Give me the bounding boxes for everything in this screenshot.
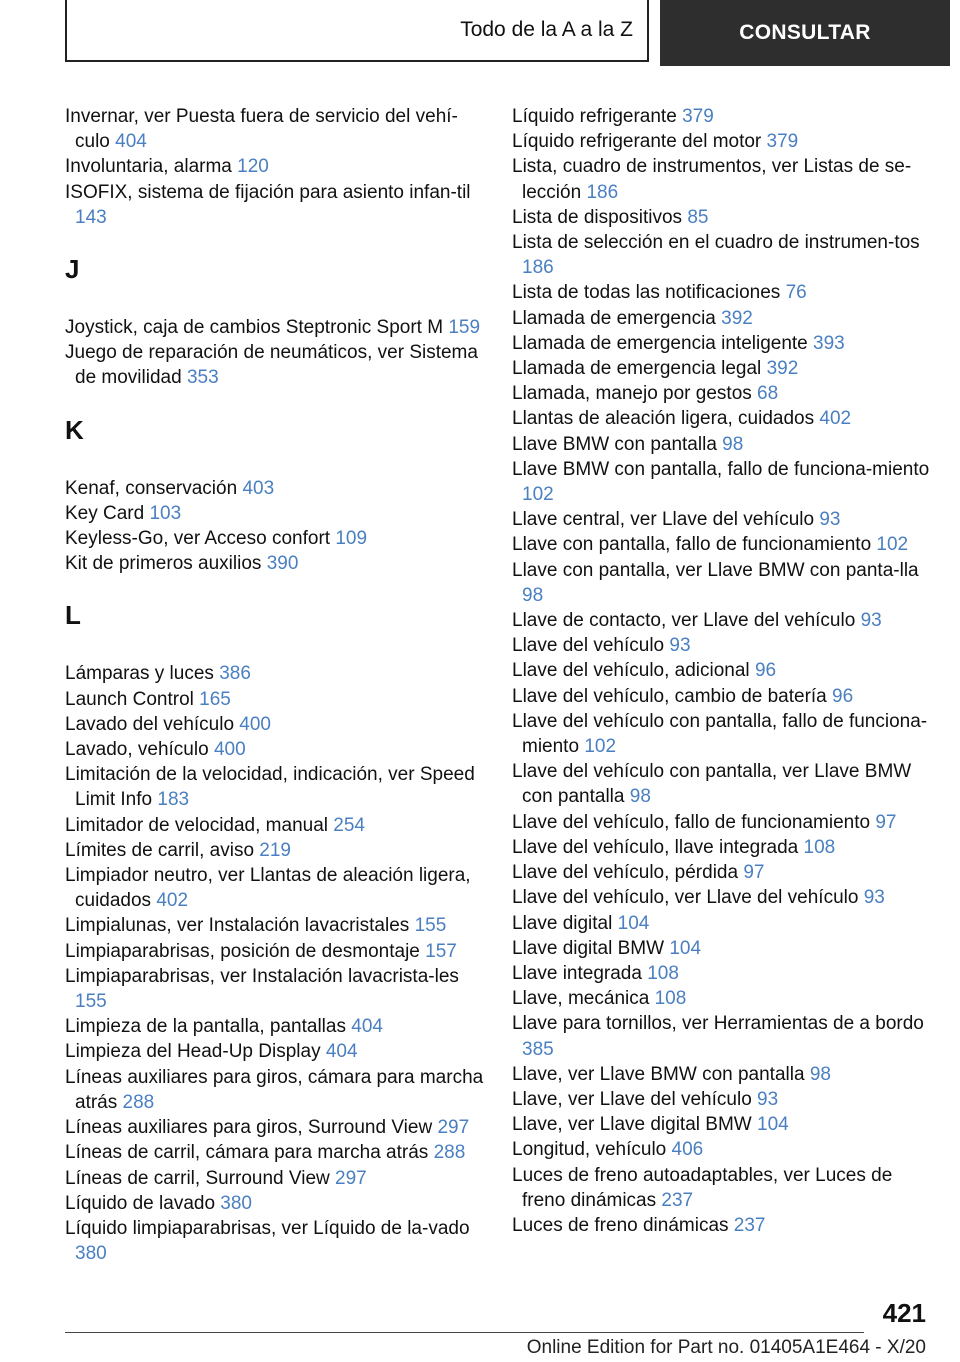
index-entry <box>512 205 932 230</box>
index-entry <box>65 1166 485 1191</box>
index-entry-text: Llave con pantalla, ver Llave BMW con panta‐lla <box>512 559 919 581</box>
page-link[interactable]: 288 <box>122 1091 155 1113</box>
index-entry-text: Juego de reparación de neumáticos, ver Sistema de movilidad <box>65 342 478 389</box>
page-link[interactable]: 93 <box>863 887 885 909</box>
page-link[interactable]: 254 <box>333 814 365 836</box>
page-link[interactable]: 85 <box>687 206 709 228</box>
index-entry-text: Llave, mecánica <box>512 988 650 1010</box>
index-entry <box>65 737 485 762</box>
index-entry <box>512 1213 932 1238</box>
index-column-right <box>512 104 932 1238</box>
index-entry <box>512 810 932 835</box>
index-entry <box>65 661 485 686</box>
page-link[interactable]: 108 <box>803 836 836 858</box>
index-entry-text: Llamada, manejo por gestos <box>512 383 752 405</box>
page-link[interactable]: 404 <box>325 1041 358 1063</box>
page-link[interactable]: 390 <box>266 553 299 575</box>
section-letter: K <box>65 414 84 445</box>
index-entry <box>65 501 485 526</box>
index-entry <box>65 687 485 712</box>
page-link[interactable]: 386 <box>219 663 251 685</box>
index-entry <box>512 507 932 532</box>
index-entry <box>65 104 485 154</box>
tab-index-a-z[interactable] <box>65 0 649 62</box>
page-link[interactable]: 104 <box>669 937 702 959</box>
index-entry <box>65 913 485 938</box>
page-link[interactable]: 297 <box>335 1167 367 1189</box>
index-entry <box>65 1039 485 1064</box>
index-entry <box>512 684 932 709</box>
index-entry <box>65 863 485 913</box>
index-entry-text: Líneas de carril, Surround View <box>65 1167 330 1189</box>
tab-index-label: Todo de la A a la Z <box>460 18 633 41</box>
index-entry <box>65 180 485 230</box>
index-entry <box>512 709 932 759</box>
page-link[interactable]: 76 <box>785 282 807 304</box>
index-entry-text: ISOFIX, sistema de fijación para asiento infan‐til <box>65 181 471 203</box>
page-link[interactable]: 104 <box>757 1114 789 1136</box>
page-link[interactable]: 297 <box>437 1117 470 1139</box>
index-entry <box>512 1163 932 1213</box>
index-entry-text: Limpieza de la pantalla, pantallas <box>65 1016 346 1038</box>
index-entry-text: Llamada de emergencia legal <box>512 358 762 380</box>
page-link[interactable]: 237 <box>733 1214 766 1236</box>
index-entry-text: Keyless-Go, ver Acceso confort <box>65 528 331 550</box>
page-link[interactable]: 385 <box>522 1038 554 1060</box>
index-entry-text: Llave, ver Llave del vehículo <box>512 1088 752 1110</box>
index-entry-text: Llantas de aleación ligera, cuidados <box>512 408 815 430</box>
index-entry-text: Llave del vehículo, ver Llave del vehículo <box>512 887 859 909</box>
index-entry <box>512 280 932 305</box>
page-link[interactable]: 157 <box>425 940 457 962</box>
index-entry <box>512 406 932 431</box>
page-link[interactable]: 98 <box>809 1063 831 1085</box>
page-link[interactable]: 102 <box>522 484 554 506</box>
index-entry <box>512 129 932 154</box>
index-entry <box>65 1065 485 1115</box>
index-entry-text: Líquido de lavado <box>65 1192 216 1214</box>
index-entry-text: Lavado, vehículo <box>65 739 209 761</box>
page-link[interactable]: 392 <box>721 307 753 329</box>
page-link[interactable]: 379 <box>766 131 799 153</box>
index-entry-text: Límites de carril, aviso <box>65 839 255 861</box>
index-entry <box>65 838 485 863</box>
page-link[interactable]: 97 <box>875 811 897 833</box>
page-link[interactable]: 406 <box>671 1139 704 1161</box>
index-entry <box>65 154 485 179</box>
index-entry-text: Launch Control <box>65 688 194 710</box>
index-entry <box>65 476 485 501</box>
page-link[interactable]: 219 <box>259 839 291 861</box>
index-entry <box>65 712 485 737</box>
index-entry <box>65 1115 485 1140</box>
index-entry-text: Lista de selección en el cuadro de instrumen‐tos <box>512 232 920 254</box>
page-link[interactable]: 98 <box>629 786 651 808</box>
index-entry-text: Llave, ver Llave BMW con pantalla <box>512 1063 805 1085</box>
index-entry-text: Llave para tornillos, ver Herramientas de a bordo <box>512 1013 924 1035</box>
index-entry-text: Lavado del vehículo <box>65 713 235 735</box>
page-link[interactable]: 353 <box>186 367 219 389</box>
page-link[interactable]: 68 <box>757 383 779 405</box>
index-entry-text: Lámparas y luces <box>65 663 214 685</box>
section-letter: L <box>65 600 81 631</box>
index-entry-text: Llave del vehículo, pérdida <box>512 862 739 884</box>
page-link[interactable]: 288 <box>433 1142 466 1164</box>
page-link[interactable]: 155 <box>75 991 107 1013</box>
page-link[interactable]: 109 <box>335 528 368 550</box>
index-entry <box>65 526 485 551</box>
index-entry-text: Líquido limpiaparabrisas, ver Líquido de la‐vado <box>65 1217 470 1239</box>
page-link[interactable]: 98 <box>722 433 744 455</box>
index-entry <box>512 331 932 356</box>
index-entry-text: Llave integrada <box>512 962 642 984</box>
index-entry-text: Limpiaparabrisas, posición de desmontaje <box>65 940 420 962</box>
page-link[interactable]: 404 <box>115 131 147 153</box>
index-entry-text: Involuntaria, alarma <box>65 156 232 178</box>
index-column-left <box>65 104 485 1266</box>
index-entry <box>65 939 485 964</box>
index-entry <box>65 813 485 838</box>
page-link[interactable]: 400 <box>213 739 246 761</box>
index-entry-text: Limitación de la velocidad, indicación, ver Speed Limit Info <box>65 764 475 811</box>
index-entry-text: Kenaf, conservación <box>65 477 238 499</box>
index-entry-text: Llave de contacto, ver Llave del vehículo <box>512 610 856 632</box>
index-entry <box>512 1011 932 1061</box>
index-entry-text: Luces de freno dinámicas <box>512 1214 729 1236</box>
page-link[interactable]: 93 <box>757 1088 779 1110</box>
index-entry <box>65 315 485 340</box>
index-entry-text: Llave digital BMW <box>512 937 665 959</box>
page-link[interactable]: 108 <box>647 962 679 984</box>
page-link[interactable]: 103 <box>149 502 182 524</box>
index-entry-text: Llave BMW con pantalla <box>512 433 717 455</box>
page-header <box>0 0 960 66</box>
index-entry <box>512 154 932 204</box>
page-link[interactable]: 108 <box>654 988 687 1010</box>
page-link[interactable]: 186 <box>522 257 554 279</box>
index-entry-text: Llave del vehículo, fallo de funcionamiento <box>512 811 871 833</box>
index-entry-text: Llave central, ver Llave del vehículo <box>512 509 815 531</box>
index-entry <box>512 306 932 331</box>
index-entry <box>512 860 932 885</box>
index-entry-text: Lista de todas las notificaciones <box>512 282 781 304</box>
index-entry-text: Limpieza del Head-Up Display <box>65 1041 321 1063</box>
page-link[interactable]: 393 <box>813 332 845 354</box>
index-entry <box>512 759 932 809</box>
index-entry <box>512 532 932 557</box>
page-link[interactable]: 96 <box>832 685 854 707</box>
index-entry-text: Llave del vehículo <box>512 635 665 657</box>
index-entry-text: Líneas auxiliares para giros, Surround View <box>65 1117 433 1139</box>
index-entry <box>65 1216 485 1266</box>
page-link[interactable]: 120 <box>237 156 269 178</box>
page-link[interactable]: 402 <box>819 408 852 430</box>
index-entry <box>65 340 485 390</box>
index-entry <box>512 104 932 129</box>
index-entry-text: Invernar, ver Puesta fuera de servicio del vehí‐culo <box>65 106 458 153</box>
index-entry-text: Llave del vehículo, cambio de batería <box>512 685 827 707</box>
page-link[interactable]: 402 <box>156 890 189 912</box>
page-link[interactable]: 404 <box>351 1016 383 1038</box>
index-entry <box>512 835 932 860</box>
page-link[interactable]: 93 <box>819 509 841 531</box>
index-entry <box>512 986 932 1011</box>
index-entry-text: Llamada de emergencia <box>512 307 716 329</box>
index-entry-text: Limpiaparabrisas, ver Instalación lavacrista‐les <box>65 965 459 987</box>
page-link[interactable]: 93 <box>669 635 691 657</box>
index-entry-text: Llave con pantalla, fallo de funcionamiento <box>512 534 872 556</box>
index-entry-text: Líquido refrigerante <box>512 106 677 127</box>
page-link[interactable]: 155 <box>414 915 447 937</box>
index-entry-text: Kit de primeros auxilios <box>65 553 262 575</box>
page-link[interactable]: 159 <box>448 317 481 339</box>
index-entry-text: Longitud, vehículo <box>512 1139 667 1161</box>
index-entry <box>512 961 932 986</box>
index-entry-text: Limitador de velocidad, manual <box>65 814 328 836</box>
page-link[interactable]: 165 <box>199 688 231 710</box>
page-link[interactable]: 392 <box>766 358 799 380</box>
index-entry-text: Llave del vehículo, llave integrada <box>512 836 799 858</box>
page-number: 421 <box>882 1298 926 1328</box>
index-entry <box>65 551 485 576</box>
page-link[interactable]: 400 <box>239 713 271 735</box>
page-link[interactable]: 102 <box>876 534 909 556</box>
index-entry <box>512 936 932 961</box>
page-link[interactable]: 403 <box>242 477 275 499</box>
index-entry <box>512 558 932 608</box>
page-link[interactable]: 379 <box>682 106 714 127</box>
index-entry-text: Lista, cuadro de instrumentos, ver Listas de se‐lección <box>512 156 912 203</box>
index-entry-text: Key Card <box>65 502 145 524</box>
index-entry-text: Líneas auxiliares para giros, cámara para marcha atrás <box>65 1066 484 1113</box>
index-entry-text: Llave digital <box>512 912 613 934</box>
index-entry <box>65 1014 485 1039</box>
index-entry <box>512 356 932 381</box>
section-letter: J <box>65 254 80 285</box>
index-entry <box>512 432 932 457</box>
index-entry <box>65 1191 485 1216</box>
index-entry <box>512 1087 932 1112</box>
index-entry <box>512 911 932 936</box>
tab-consultar-label: CONSULTAR <box>739 21 871 44</box>
index-entry <box>512 608 932 633</box>
index-entry-text: Limpialunas, ver Instalación lavacristales <box>65 915 410 937</box>
index-entry-text: Llave del vehículo, adicional <box>512 660 750 682</box>
index-entry-text: Llave, ver Llave digital BMW <box>512 1114 752 1136</box>
index-entry-text: Joystick, caja de cambios Steptronic Sport M <box>65 317 444 339</box>
page-link[interactable]: 93 <box>860 610 882 632</box>
index-entry <box>512 658 932 683</box>
footer-divider <box>65 1332 864 1333</box>
index-entry-text: Luces de freno autoadaptables, ver Luces de freno dinámicas <box>512 1164 893 1211</box>
index-entry <box>512 1137 932 1162</box>
index-entry-text: Llave BMW con pantalla, fallo de funciona‐miento <box>512 458 930 480</box>
page-link[interactable]: 98 <box>522 584 544 606</box>
index-entry-text: Llave del vehículo con pantalla, fallo de funciona‐miento <box>512 710 928 758</box>
index-entry <box>512 633 932 658</box>
tab-consultar[interactable] <box>660 0 950 66</box>
page-link[interactable]: 380 <box>220 1192 252 1214</box>
page-link[interactable]: 96 <box>754 660 777 682</box>
footer-edition: Online Edition for Part no. 01405A1E464 - X/20 <box>526 1337 926 1358</box>
page-link[interactable]: 102 <box>584 736 617 758</box>
page-link[interactable]: 104 <box>617 912 650 934</box>
page-link[interactable]: 183 <box>157 789 190 811</box>
index-entry-text: Lista de dispositivos <box>512 206 683 228</box>
index-entry <box>512 885 932 910</box>
index-entry <box>65 1140 485 1165</box>
index-entry <box>512 1062 932 1087</box>
index-entry <box>512 230 932 280</box>
index-entry-text: Líquido refrigerante del motor <box>512 131 762 153</box>
index-entry <box>512 1112 932 1137</box>
index-entry <box>512 457 932 507</box>
page-link[interactable]: 237 <box>661 1189 694 1211</box>
page-link[interactable]: 97 <box>743 862 765 884</box>
index-entry-text: Llamada de emergencia inteligente <box>512 332 808 354</box>
index-entry-text: Líneas de carril, cámara para marcha atrás <box>65 1142 429 1164</box>
page-link[interactable]: 143 <box>75 206 107 228</box>
index-entry <box>65 964 485 1014</box>
index-entry-text: Limpiador neutro, ver Llantas de aleación ligera, cuidados <box>65 865 471 912</box>
index-entry <box>65 762 485 812</box>
page-link[interactable]: 380 <box>75 1243 107 1265</box>
page-link[interactable]: 186 <box>586 181 619 203</box>
index-entry-text: Llave del vehículo con pantalla, ver Llave BMW con pantalla <box>512 761 912 808</box>
index-entry <box>512 381 932 406</box>
